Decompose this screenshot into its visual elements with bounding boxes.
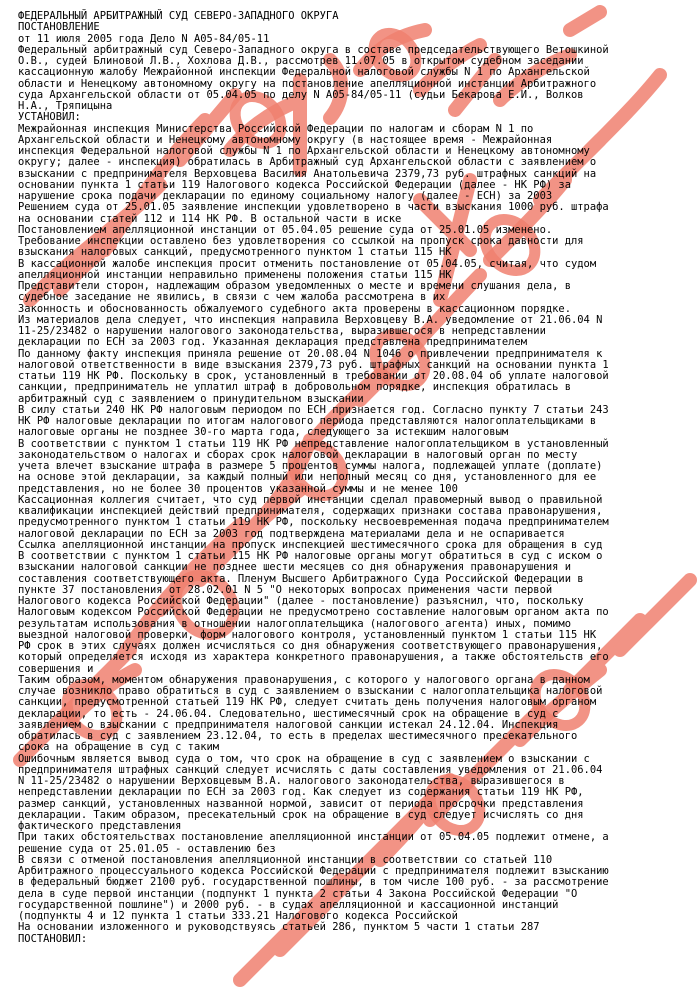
text-line: пункте 37 постановления от 28.02.01 N 5 "О некоторых вопросах применения части первой — [18, 583, 553, 596]
text-line: О.В., судей Блиновой Л.В., Хохлова Д.В., рассмотрев 11.07.05 в открытом судебном заседании — [18, 55, 584, 67]
text-line: УСТАНОВИЛ: — [18, 111, 81, 124]
text-line: результатам использования в отношении налогоплательщика (налогового агента) иных, помимо — [18, 617, 571, 630]
text-line: фактического представления — [18, 820, 182, 832]
text-line: Архангельской области и Ненецкому автономному округу (в настоящее время - Межрайонная — [18, 133, 553, 146]
text-line: Ошибочным является вывод суда о том, что срок на обращение в суд с заявлением о взыскании с — [18, 752, 590, 765]
text-line: При таких обстоятельствах постановление апелляционной инстанции от 05.04.05 подлежит отмене, а — [18, 831, 609, 844]
text-line: налоговой ответственности в виде взыскания 2379,73 руб. штрафных санкций на основании пункта 1 — [18, 358, 609, 371]
text-line: основании пункта 1 статьи 119 Налогового кодекса Российской Федерации (далее - НК РФ) за — [18, 178, 571, 191]
text-line: В соответствии с пунктом 1 статьи 115 НК РФ налоговые органы могут обратиться в суд с иском о — [18, 550, 603, 562]
text-line: Ссылка апелляционной инстанции на пропуск инспекцией шестимесячного срока для обращения в суд — [18, 538, 603, 551]
text-line: Н.А., Тряпицына — [18, 100, 113, 112]
text-line: (подпункты 4 и 12 пункта 1 статьи 333.21 Налогового кодекса Российской — [18, 910, 458, 922]
text-line: взыскании налоговой санкции не позднее шести месяцев со дня обнаружения правонарушения и — [18, 561, 571, 574]
text-line: Федеральный арбитражный суд Северо-Западного округа в составе председательствующего Ветошкиной — [18, 43, 609, 56]
text-line: В кассационной жалобе инспекция просит отменить постановление от 05.04.05, считая, что судом — [18, 257, 597, 270]
text-line: Налогового кодекса Российской Федерации" (далее - постановление) разъяснил, что, поскольку — [18, 595, 584, 607]
text-line: РФ срок в этих случаях должен исчисляться со дня обнаружения соответствующего правонарушения, — [18, 640, 603, 652]
text-line: от 11 июля 2005 года Дело N А05-84/05-11 — [18, 32, 270, 45]
text-line: Представители сторон, надлежащим образом уведомленных о месте и времени слушания дела, в — [18, 280, 571, 292]
text-line: составления соответствующего акта. Пленум Высшего Арбитражного Суда Российской Федерации в — [18, 572, 584, 585]
text-line: ФЕДЕРАЛЬНЫЙ АРБИТРАЖНЫЙ СУД СЕВЕРО-ЗАПАДНОГО ОКРУГА — [18, 10, 339, 22]
text-line: обратилась в суд с заявлением 23.12.04, то есть в пределах шестимесячного пресекательного — [18, 730, 578, 742]
text-line: нарушение срока подачи декларации по единому социальному налогу (далее - ЕСН) за 2003 — [18, 190, 553, 202]
text-line: В связи с отменой постановления апелляционной инстанции в соответствии со статьей 110 — [18, 853, 553, 866]
text-line: 11-25/23482 о нарушении налогового законодательства, выразившегося в непредставлении — [18, 325, 546, 337]
text-line: статьи 119 НК РФ. Поскольку в срок, установленный в требовании от 20.08.04 об уплате налоговой — [18, 370, 609, 382]
text-line: инспекция Федеральной налоговой службы N 1 по Архангельской области и Ненецкому автономному — [18, 145, 590, 157]
text-line: выездной налоговой проверки, форм налогового контроля, установленный пунктом 1 статьи 115 НК — [18, 628, 597, 641]
text-line: налоговые органы не позднее 30-го марта года, следующего за истекшим налоговым — [18, 426, 509, 439]
text-line: размер санкций, установленных названной нормой, зависит от периода просрочки представления — [18, 797, 584, 810]
text-line: Налоговым кодексом Российской Федерации не предусмотрено составление налоговым органом акта по — [18, 606, 609, 619]
text-line: квалификации инспекцией действий предпринимателя, содержащих признаки состава правонарушения, — [18, 505, 603, 517]
text-line: представления, но не более 30 процентов указанной суммы и не менее 100 — [18, 482, 458, 495]
text-line: Законность и обоснованность обжалуемого судебного акта проверены в кассационном порядке. — [18, 302, 571, 315]
text-line: Решением суда от 25.01.05 заявление инспекции удовлетворено в части взыскания 1000 руб. штрафа — [18, 201, 609, 214]
text-line: Арбитражного процессуального кодекса Российской Федерации с предпринимателя подлежит взысканию — [18, 865, 609, 877]
document-body — [18, 11, 694, 945]
text-line: декларации по ЕСН за 2003 год. Указанная декларация представлена предпринимателем — [18, 336, 527, 349]
text-line: N 11-25/23482 о нарушении Верховцевым В.А. налогового законодательства, выразившегося в — [18, 775, 565, 787]
text-line: совершения и — [18, 662, 94, 675]
text-line: законодательством о налогах и сборах срок налоговой декларации в налоговый орган по месту — [18, 448, 578, 461]
text-line: санкции, предусмотренной статьей 119 НК РФ, следует считать день получения налоговым органом — [18, 696, 597, 709]
text-line: который определяется исходя из характера конкретного правонарушения, а также обстоятельств его — [18, 651, 609, 664]
text-line: В силу статьи 240 НК РФ налоговым периодом по ЕСН признается год. Согласно пункту 7 статьи 243 — [18, 403, 609, 416]
text-line: области и Ненецкому автономному округу на постановление апелляционной инстанции Арбитражного — [18, 77, 597, 90]
text-line: декларации. Таким образом, пресекательный срок на обращение в суд следует исчислять со дня — [18, 808, 584, 821]
text-line: ПОСТАНОВИЛ: — [18, 932, 88, 945]
text-line: на основе этой декларации, за каждый полный или неполный месяц со дня, установленного для ее — [18, 471, 597, 484]
text-line: предпринимателя штрафных санкций следует исчислять с даты составления уведомления от 21.06.04 — [18, 763, 603, 776]
text-line: государственной пошлине") и 2000 руб. - в судах апелляционной и кассационной инстанций — [18, 898, 559, 911]
text-line: На основании изложенного и руководствуясь статьей 286, пунктом 5 части 1 статьи 287 — [18, 921, 540, 934]
text-line: В соответствии с пунктом 1 статьи 119 НК РФ непредставление налогоплательщиком в установленный — [18, 437, 609, 450]
text-line: случае возникло право обратиться в суд с заявлением о взыскании с налогоплательщика налоговой — [18, 685, 603, 697]
text-line: кассационную жалобу Межрайонной инспекции Федеральной налоговой службы N 1 по Архангельской — [18, 66, 590, 79]
text-line: срока на обращение в суд с таким — [18, 741, 220, 754]
text-line: налоговой декларации по ЕСН за 2003 год подтверждена материалами дела и не оспаривается — [18, 527, 565, 540]
text-line: решение суда от 25.01.05 - оставлению без — [18, 842, 276, 855]
text-line: взыскании с предпринимателя Верховцева Василия Анатольевича 2379,73 руб. штрафных санкций на — [18, 167, 597, 180]
text-line: учета влечет взыскание штрафа в размере 5 процентов суммы налога, подлежащей уплате (доплате) — [18, 460, 603, 472]
text-line: Постановлением апелляционной инстанции от 05.04.05 решение суда от 25.01.05 изменено. — [18, 223, 553, 236]
text-line: в федеральный бюджет 2100 руб. государственной пошлины, в том числе 100 руб. - за рассмотрение — [18, 876, 609, 889]
text-line: санкции, предприниматель не уплатил штраф в добровольном порядке, инспекция обратилась в — [18, 381, 571, 394]
text-line: взыскания налоговых санкций, предусмотренного пунктом 1 статьи 115 НК — [18, 246, 452, 259]
text-line: округу; далее - инспекция) обратилась в Арбитражный суд Архангельской области с заявлением о — [18, 156, 597, 169]
text-line: заявлением о взыскании с предпринимателя налоговой санкции истекал 24.12.04. Инспекция — [18, 718, 559, 731]
text-line: предусмотренного пунктом 1 статьи 119 НК РФ, поскольку несвоевременная подача предпринимателем — [18, 516, 609, 529]
text-line: Межрайонная инспекция Министерства Российской Федерации по налогам и сборам N 1 по — [18, 122, 534, 135]
text-line: ПОСТАНОВЛЕНИЕ — [18, 21, 100, 34]
text-line: непредставлении декларации по ЕСН за 2003 год. Как следует из содержания статьи 119 НК РФ, — [18, 786, 584, 799]
text-line: Кассационная коллегия считает, что суд первой инстанции сделал правомерный вывод о правильной — [18, 493, 603, 506]
text-line: суда Архангельской области от 05.04.05 по делу N А05-84/05-11 (судьи Бекарова Е.И., Волков — [18, 88, 584, 101]
text-line: По данному факту инспекция приняла решение от 20.08.04 N 1046 о привлечении предпринимателя к — [18, 347, 603, 360]
text-line: Требование инспекции оставлено без удовлетворения со ссылкой на пропуск срока давности для — [18, 235, 584, 247]
text-line: НК РФ налоговые декларации по итогам налогового периода представляются налогоплательщиками в — [18, 415, 597, 427]
text-line: декларации, то есть - 24.06.04. Следовательно, шестимесячный срок на обращение в суд с — [18, 707, 559, 720]
text-line: дела в суде первой инстанции (подпункт 1 пункта 2 статьи 4 Закона Российской Федерации "О — [18, 887, 578, 900]
text-line: Таким образом, моментом обнаружения правонарушения, с которого у налогового органа в данном — [18, 673, 590, 686]
text-line: судебное заседание не явились, в связи с чем жалоба рассмотрена в их — [18, 291, 446, 304]
text-line: Из материалов дела следует, что инспекция направила Верховцеву В.А. уведомление от 21.06.04 N — [18, 313, 603, 326]
text-line: арбитражный суд с заявлением о принудительном взыскании — [18, 392, 364, 405]
text-line: на основании статей 112 и 114 НК РФ. В остальной части в иске — [18, 212, 402, 225]
text-line: апелляционной инстанции неправильно применены положения статьи 115 НК — [18, 268, 452, 281]
